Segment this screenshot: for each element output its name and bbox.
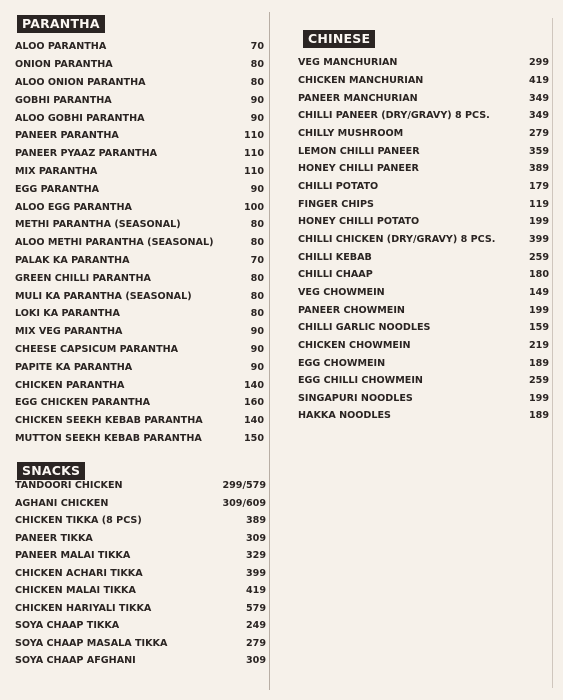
- menu-item-name: CHILLI PANEER (DRY/GRAVY) 8 PCS.: [298, 110, 490, 122]
- menu-item-name: SINGAPURI NOODLES: [298, 392, 413, 404]
- menu-item-name: PANEER PYAAZ PARANTHA: [15, 148, 158, 160]
- menu-item-row: [0, 600, 270, 618]
- menu-item-price: 80: [250, 77, 264, 89]
- menu-item-row: [0, 216, 270, 234]
- menu-item-name: ONION PARANTHA: [15, 59, 113, 71]
- menu-item-row: [0, 412, 270, 430]
- menu-item-price: 309: [245, 655, 266, 667]
- menu-item-price: 309: [245, 532, 266, 544]
- menu-item-row: [0, 582, 270, 600]
- menu-item-row: [0, 359, 270, 377]
- menu-item-price: 349: [528, 110, 549, 122]
- menu-item-row: [0, 127, 270, 145]
- menu-item-name: PANEER TIKKA: [15, 532, 93, 544]
- menu-item-name: HAKKA NOODLES: [298, 410, 391, 422]
- menu-item-name: CHICKEN MALAI TIKKA: [15, 585, 136, 597]
- menu-item-price: 399: [245, 567, 266, 579]
- menu-item-price: 110: [243, 166, 264, 178]
- menu-item-name: ALOO GOBHI PARANTHA: [15, 112, 145, 124]
- menu-item-name: SOYA CHAAP AFGHANI: [15, 655, 136, 667]
- menu-item-row: [282, 266, 563, 284]
- menu-item-name: GOBHI PARANTHA: [15, 94, 112, 106]
- menu-item-price: 389: [528, 163, 549, 175]
- menu-item-name: CHICKEN TIKKA (8 PCS): [15, 515, 142, 527]
- menu-item-row: [0, 198, 270, 216]
- menu-item-name: CHILLI CHAAP: [298, 269, 373, 281]
- menu-item-row: [0, 181, 270, 199]
- menu-item-price: 90: [250, 361, 264, 373]
- menu-item-price: 80: [250, 272, 264, 284]
- menu-item-row: [282, 284, 563, 302]
- menu-item-name: CHEESE CAPSICUM PARANTHA: [15, 344, 179, 356]
- menu-item-row: [282, 195, 563, 213]
- menu-item-row: [0, 635, 270, 653]
- menu-item-row: [0, 430, 270, 448]
- menu-item-price: 90: [250, 344, 264, 356]
- menu-item-price: 299/579: [222, 480, 266, 492]
- menu-item-name: CHICKEN ACHARI TIKKA: [15, 567, 143, 579]
- snacks-heading: SNACKS: [17, 462, 85, 480]
- menu-item-name: EGG CHOWMEIN: [298, 357, 386, 369]
- menu-item-price: 179: [528, 181, 549, 193]
- menu-item-price: 80: [250, 290, 264, 302]
- menu-item-name: EGG CHILLI CHOWMEIN: [298, 375, 423, 387]
- menu-item-price: 80: [250, 219, 264, 231]
- menu-item-price: 160: [243, 397, 264, 409]
- menu-item-price: 419: [245, 585, 266, 597]
- menu-item-row: [0, 270, 270, 288]
- menu-item-name: MIX VEG PARANTHA: [15, 326, 123, 338]
- menu-item-name: CHICKEN PARANTHA: [15, 379, 125, 391]
- menu-item-row: [282, 107, 563, 125]
- menu-item-price: 389: [245, 515, 266, 527]
- menu-item-price: 279: [528, 128, 549, 140]
- menu-item-name: FINGER CHIPS: [298, 198, 374, 210]
- menu-item-price: 90: [250, 112, 264, 124]
- menu-item-price: 399: [528, 233, 549, 245]
- menu-item-name: PANEER MANCHURIAN: [298, 92, 418, 104]
- menu-item-price: 140: [243, 379, 264, 391]
- menu-item-name: SOYA CHAAP TIKKA: [15, 620, 120, 632]
- menu-item-row: [282, 372, 563, 390]
- menu-item-row: [0, 341, 270, 359]
- menu-item-row: [0, 376, 270, 394]
- menu-item-name: ALOO METHI PARANTHA (SEASONAL): [15, 237, 214, 249]
- menu-item-row: [0, 234, 270, 252]
- menu-item-price: 189: [528, 357, 549, 369]
- menu-item-name: MULI KA PARANTHA (SEASONAL): [15, 290, 192, 302]
- menu-item-price: 199: [528, 304, 549, 316]
- menu-item-row: [0, 394, 270, 412]
- menu-item-price: 119: [528, 198, 549, 210]
- menu-item-name: ALOO EGG PARANTHA: [15, 201, 132, 213]
- menu-item-price: 80: [250, 59, 264, 71]
- menu-item-row: [0, 109, 270, 127]
- menu-item-price: 110: [243, 148, 264, 160]
- menu-item-name: TANDOORI CHICKEN: [15, 480, 123, 492]
- menu-item-price: 199: [528, 216, 549, 228]
- menu-item-row: [282, 337, 563, 355]
- menu-item-price: 299: [528, 57, 549, 69]
- menu-item-row: [0, 305, 270, 323]
- menu-item-row: [282, 72, 563, 90]
- menu-item-price: 249: [245, 620, 266, 632]
- menu-item-name: MUTTON SEEKH KEBAB PARANTHA: [15, 433, 202, 445]
- menu-item-name: CHICKEN MANCHURIAN: [298, 75, 424, 87]
- menu-item-row: [282, 54, 563, 72]
- menu-item-row: [282, 389, 563, 407]
- menu-item-price: 149: [528, 286, 549, 298]
- menu-item-row: [0, 530, 270, 548]
- menu-item-name: CHILLI CHICKEN (DRY/GRAVY) 8 PCS.: [298, 233, 496, 245]
- menu-item-row: [0, 38, 270, 56]
- menu-item-price: 349: [528, 92, 549, 104]
- menu-item-price: 199: [528, 392, 549, 404]
- menu-item-price: 70: [250, 41, 264, 53]
- menu-item-price: 90: [250, 183, 264, 195]
- menu-item-name: LEMON CHILLI PANEER: [298, 145, 420, 157]
- menu-item-name: MIX PARANTHA: [15, 166, 98, 178]
- menu-item-price: 150: [243, 433, 264, 445]
- menu-item-row: [0, 547, 270, 565]
- menu-item-name: HONEY CHILLI POTATO: [298, 216, 420, 228]
- menu-item-name: CHICKEN HARIYALI TIKKA: [15, 602, 152, 614]
- menu-item-name: ALOO ONION PARANTHA: [15, 77, 146, 89]
- menu-item-price: 80: [250, 308, 264, 320]
- menu-item-row: [0, 323, 270, 341]
- menu-item-name: AGHANI CHICKEN: [15, 497, 109, 509]
- menu-item-name: CHILLI POTATO: [298, 181, 379, 193]
- menu-item-row: [0, 477, 270, 495]
- menu-item-price: 329: [245, 550, 266, 562]
- menu-item-row: [0, 92, 270, 110]
- menu-item-price: 259: [528, 251, 549, 263]
- menu-item-price: 189: [528, 410, 549, 422]
- menu-item-row: [282, 178, 563, 196]
- menu-item-price: 80: [250, 237, 264, 249]
- menu-item-name: CHICKEN SEEKH KEBAB PARANTHA: [15, 415, 203, 427]
- menu-item-name: PALAK KA PARANTHA: [15, 255, 130, 267]
- menu-item-row: [0, 145, 270, 163]
- menu-item-name: PAPITE KA PARANTHA: [15, 361, 133, 373]
- menu-item-row: [282, 354, 563, 372]
- menu-item-price: 259: [528, 375, 549, 387]
- menu-item-name: EGG PARANTHA: [15, 183, 100, 195]
- menu-item-price: 359: [528, 145, 549, 157]
- menu-item-price: 159: [528, 322, 549, 334]
- menu-item-row: [0, 252, 270, 270]
- menu-item-row: [282, 301, 563, 319]
- menu-item-row: [0, 287, 270, 305]
- menu-item-name: SOYA CHAAP MASALA TIKKA: [15, 637, 168, 649]
- menu-item-price: 90: [250, 94, 264, 106]
- menu-item-name: PANEER PARANTHA: [15, 130, 119, 142]
- menu-item-row: [282, 213, 563, 231]
- menu-item-price: 219: [528, 339, 549, 351]
- menu-item-name: CHILLY MUSHROOM: [298, 128, 404, 140]
- menu-item-price: 100: [243, 201, 264, 213]
- menu-item-row: [282, 248, 563, 266]
- menu-item-row: [0, 163, 270, 181]
- menu-item-name: EGG CHICKEN PARANTHA: [15, 397, 151, 409]
- menu-item-price: 70: [250, 255, 264, 267]
- menu-item-name: LOKI KA PARANTHA: [15, 308, 120, 320]
- menu-item-name: VEG CHOWMEIN: [298, 286, 385, 298]
- menu-item-price: 279: [245, 637, 266, 649]
- menu-item-price: 419: [528, 75, 549, 87]
- menu-item-name: VEG MANCHURIAN: [298, 57, 398, 69]
- menu-item-row: [0, 74, 270, 92]
- menu-item-name: PANEER MALAI TIKKA: [15, 550, 131, 562]
- menu-item-price: 180: [528, 269, 549, 281]
- menu-item-name: PANEER CHOWMEIN: [298, 304, 405, 316]
- menu-item-row: [0, 652, 270, 670]
- menu-item-row: [282, 319, 563, 337]
- menu-item-row: [0, 512, 270, 530]
- menu-item-row: [282, 125, 563, 143]
- menu-item-price: 140: [243, 415, 264, 427]
- menu-item-row: [282, 142, 563, 160]
- menu-item-price: 110: [243, 130, 264, 142]
- menu-item-row: [0, 495, 270, 513]
- menu-item-row: [0, 617, 270, 635]
- menu-item-name: HONEY CHILLI PANEER: [298, 163, 419, 175]
- menu-item-row: [0, 56, 270, 74]
- menu-item-name: GREEN CHILLI PARANTHA: [15, 272, 151, 284]
- menu-item-row: [0, 565, 270, 583]
- parantha-heading: PARANTHA: [17, 15, 105, 33]
- menu-item-name: CHILLI KEBAB: [298, 251, 372, 263]
- menu-item-name: CHICKEN CHOWMEIN: [298, 339, 411, 351]
- menu-item-name: CHILLI GARLIC NOODLES: [298, 322, 431, 334]
- menu-item-price: 90: [250, 326, 264, 338]
- menu-item-row: [282, 231, 563, 249]
- menu-item-name: METHI PARANTHA (SEASONAL): [15, 219, 181, 231]
- menu-item-row: [282, 89, 563, 107]
- menu-item-price: 579: [245, 602, 266, 614]
- menu-item-row: [282, 160, 563, 178]
- menu-item-name: ALOO PARANTHA: [15, 41, 107, 53]
- chinese-heading: CHINESE: [303, 30, 375, 48]
- menu-item-price: 309/609: [222, 497, 266, 509]
- menu-item-row: [282, 407, 563, 425]
